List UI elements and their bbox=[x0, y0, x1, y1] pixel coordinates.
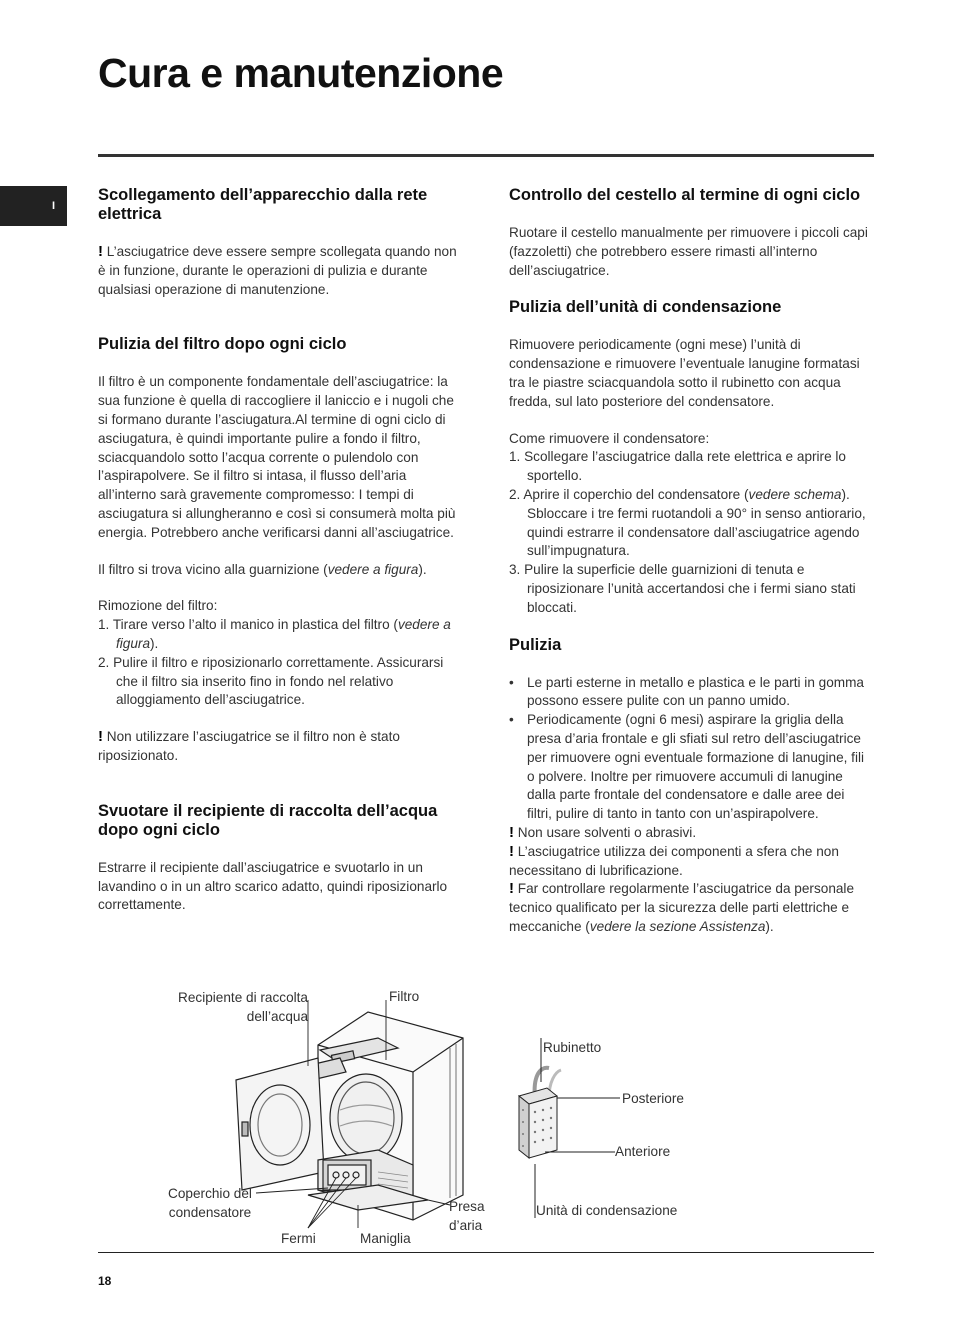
figure-label-handle: Maniglia bbox=[360, 1231, 411, 1246]
list-item: 2. Aprire il coperchio del condensatore (vedere schema). Sbloccare i tre fermi ruotandoli a 90° in senso antiorario, quindi estrarre il condensatore dall’asciugatrice agendo sull’impugnatura. bbox=[509, 486, 866, 559]
dryer-illustration bbox=[228, 1000, 478, 1230]
condenser-removal-title: Come rimuovere il condensatore: bbox=[509, 430, 710, 446]
paragraph-filter-intro: Il filtro è un componente fondamentale dell’asciugatrice: la sua funzione è quella di raccogliere il laniccio e i nugoli che si formano durante l’asciugatura.Al termine di ogni ciclo di asciugatura, è quindi importante pulire a fondo il filtro, sciacquandolo sotto l’acqua corrente o pulendolo con l’aspirapolvere. Se il filtro si intasa, il flusso dell’aria all’interno sarà gravemente compromesso: I tempi di asciugatura si allungheranno e così si consumerà molta più energia. Potrebbero anche verificarsi danni all’asciugatrice. bbox=[98, 374, 456, 540]
heading-filter: Pulizia del filtro dopo ogni ciclo bbox=[98, 335, 347, 354]
heading-disconnect: Scollegamento dell’apparecchio dalla rete elettrica bbox=[98, 186, 428, 223]
condenser-removal-steps bbox=[509, 448, 873, 617]
paragraph-drum-check: Ruotare il cestello manualmente per rimuovere i piccoli capi (fazzoletti) che potrebbero essere rimasti all’interno dell’asciugatrice. bbox=[509, 225, 868, 278]
paragraph-filter-warning: ! Non utilizzare l’asciugatrice se il filtro non è stato riposizionato. bbox=[98, 728, 400, 763]
section-water-container bbox=[98, 802, 462, 915]
figure-label-filter: Filtro bbox=[389, 989, 420, 1004]
paragraph-condenser: Rimuovere periodicamente (ogni mese) l’unità di condensazione e rimuovere l’eventuale lanugine formatasi tra le piastre sciacquandola sotto il rubinetto con acqua fredda, sul lato posteriore del condensatore. bbox=[509, 337, 860, 409]
list-item: • Le parti esterne in metallo e plastica e le parti in gomma possono essere pulite con un panno umido. bbox=[509, 674, 873, 712]
list-item: 2. Pulire il filtro e riposizionarlo correttamente. Assicurarsi che il filtro sia inserito fino in fondo nel relativo alloggiamento dell’asciugatrice. bbox=[98, 654, 444, 708]
page-number: 18 bbox=[98, 1274, 112, 1288]
heading-water-container: Svuotare il recipiente di raccolta dell’acqua dopo ogni ciclo bbox=[98, 801, 438, 839]
top-rule bbox=[98, 154, 874, 157]
heading-cleaning: Pulizia bbox=[509, 635, 562, 654]
paragraph-water-container: Estrarre il recipiente dall’asciugatrice e svuotarlo in un lavandino o in un altro scarico adatto, quindi riposizionarlo correttamente. bbox=[98, 859, 448, 913]
figure-label-back: Posteriore bbox=[622, 1091, 684, 1106]
paragraph-filter-location: Il filtro si trova vicino alla guarnizione (vedere a figura). bbox=[98, 561, 427, 577]
figure-label-condenser-cover: Coperchio del condensatore bbox=[168, 1186, 252, 1220]
list-item: 1. Scollegare l’asciugatrice dalla rete elettrica e aprire lo sportello. bbox=[509, 449, 846, 484]
left-column bbox=[98, 186, 462, 915]
paragraph-disconnect: ! L’asciugatrice deve essere sempre scollegata quando non è in funzione, durante le operazioni di pulizia e durante qualsiasi operazione di manutenzione. bbox=[98, 243, 457, 297]
list-item: 1. Tirare verso l’alto il manico in plastica del filtro (vedere a figura). bbox=[98, 617, 451, 651]
right-column bbox=[509, 186, 873, 937]
warning-mark: ! bbox=[98, 728, 103, 746]
heading-drum-check: Controllo del cestello al termine di ogni ciclo bbox=[509, 186, 861, 204]
section-disconnect bbox=[98, 186, 462, 299]
warning-mark: ! bbox=[98, 243, 103, 260]
section-filter bbox=[98, 335, 462, 765]
filter-removal-title: Rimozione del filtro: bbox=[98, 598, 218, 614]
list-item: 3. Pulire la superficie delle guarnizioni di tenuta e riposizionare l’unità accertandosi che i fermi siano stati bloccati. bbox=[509, 562, 856, 615]
bottom-rule bbox=[98, 1252, 874, 1253]
section-condenser bbox=[509, 298, 873, 617]
cleaning-warning-3: ! Far controllare regolarmente l’asciugatrice da personale tecnico qualificato per la sicurezza delle parti elettriche e meccaniche (vedere la sezione Assistenza). bbox=[509, 880, 855, 934]
filter-removal-steps bbox=[98, 616, 462, 710]
figure-label-air-intake: Presa d’aria bbox=[449, 1199, 485, 1233]
cleaning-bullets bbox=[509, 674, 873, 824]
figure-label-tap: Rubinetto bbox=[543, 1040, 602, 1055]
figure-label-condenser-unit: Unità di condensazione bbox=[536, 1203, 678, 1218]
heading-condenser: Pulizia dell’unità di condensazione bbox=[509, 298, 782, 317]
cleaning-warning-2: ! L’asciugatrice utilizza dei componenti a sfera che non necessitano di lubrificazione. bbox=[509, 842, 839, 878]
page-title: Cura e manutenzione bbox=[98, 50, 504, 96]
figure-label-water-container: Recipiente di raccolta dell’acqua bbox=[178, 990, 308, 1024]
condenser-illustration bbox=[505, 1038, 635, 1228]
section-drum-check bbox=[509, 186, 873, 280]
figure-label-front: Anteriore bbox=[615, 1144, 671, 1159]
section-cleaning bbox=[509, 636, 873, 937]
list-item: • Periodicamente (ogni 6 mesi) aspirare la griglia della presa d’aria frontale e gli sfiati sul retro dell’asciugatrice per rimuovere ogni eventuale formazione di lanugine, fili o polvere. Inoltre per rimuovere accumuli di lanugine dalla parte frontale del condensatore e dalle aree dei filtri, pulire di tanto in tanto con un’aspirapolvere. bbox=[509, 711, 873, 824]
cleaning-warning-1: ! Non usare solventi o abrasivi. bbox=[509, 823, 697, 841]
figure-label-latches: Fermi bbox=[281, 1231, 316, 1246]
language-tab: I bbox=[0, 186, 67, 226]
